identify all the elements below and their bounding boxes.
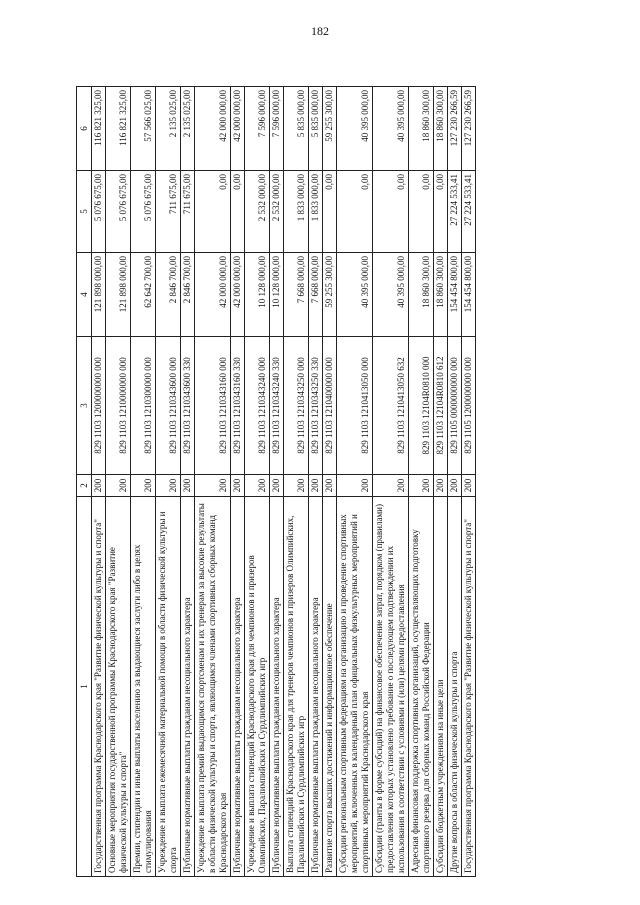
table-row — [195, 87, 231, 877]
header-cell: 4 — [77, 253, 92, 337]
row-code-cell: 200 — [231, 475, 245, 497]
row-remainder-amount-cell: 42 000 000,00 — [195, 87, 231, 171]
row-name-cell: Субсидии (гранты в форме субсидий) на финансовое обеспечение затрат, порядком (правилами) предоставления которых установлено требование о последующем подтверждении их использования в соответствии с условиями и (или) целями предоставления — [373, 497, 409, 877]
table-row — [284, 87, 309, 877]
row-executed-amount-cell: 0,00 — [337, 171, 373, 253]
row-plan-amount-cell: 2 846 700,00 — [181, 253, 195, 337]
row-remainder-amount-cell: 7 596 000,00 — [270, 87, 284, 171]
table-row — [323, 87, 337, 877]
row-name-cell: Публичные нормативные выплаты гражданам несоциального характера — [231, 497, 245, 877]
row-classifier-cell: 829 1103 1210343250 000 — [284, 337, 309, 475]
row-remainder-amount-cell: 7 596 000,00 — [245, 87, 270, 171]
row-classifier-cell: 829 1105 1200000000 000 — [462, 337, 476, 475]
row-remainder-amount-cell: 2 135 025,00 — [181, 87, 195, 171]
row-code-cell: 200 — [309, 475, 323, 497]
row-remainder-amount-cell: 59 255 300,00 — [323, 87, 337, 171]
row-classifier-cell: 829 1105 0000000000 000 — [448, 337, 462, 475]
row-name-cell: Государственная программа Краснодарского края "Развитие физической культуры и спорта" — [92, 497, 106, 877]
row-name-cell: Учреждение и выплата стипендий Краснодарского края для чемпионов и призеров Олимпийских, Паралимпийских и Сурдлимпийских игр — [245, 497, 270, 877]
row-remainder-amount-cell: 127 230 266,59 — [448, 87, 462, 171]
table-row — [245, 87, 270, 877]
row-remainder-amount-cell: 18 860 300,00 — [434, 87, 448, 171]
row-executed-amount-cell: 2 532 000,00 — [245, 171, 270, 253]
row-name-cell: Учреждение и выплата премий выдающимся спортсменам и их тренерам за высокие результаты в области физической культуры и спорта, являющимся членами спортивных сборных команд Краснодарского края — [195, 497, 231, 877]
row-remainder-amount-cell: 116 821 325,00 — [92, 87, 106, 171]
row-name-cell: Государственная программа Краснодарского края "Развитие физической культуры и спорта" — [462, 497, 476, 877]
row-name-cell: Выплата стипендий Краснодарского края для тренеров чемпионов и призеров Олимпийских, Паралимпийских и Сурдлимпийских игр — [284, 497, 309, 877]
row-plan-amount-cell: 42 000 000,00 — [195, 253, 231, 337]
row-executed-amount-cell: 0,00 — [323, 171, 337, 253]
row-executed-amount-cell: 711 675,00 — [156, 171, 181, 253]
row-plan-amount-cell: 154 454 800,00 — [462, 253, 476, 337]
row-name-cell: Учреждение и выплата ежемесячной материальной помощи в области физической культуры и спорта — [156, 497, 181, 877]
table-row — [337, 87, 373, 877]
row-name-cell: Публичные нормативные выплаты гражданам несоциального характера — [270, 497, 284, 877]
row-name-cell: Субсидии бюджетным учреждениям на иные цели — [434, 497, 448, 877]
table-row — [462, 87, 476, 877]
table-row — [434, 87, 448, 877]
row-executed-amount-cell: 27 224 533,41 — [448, 171, 462, 253]
row-classifier-cell: 829 1103 1210413050 000 — [337, 337, 373, 475]
table-row — [106, 87, 131, 877]
row-plan-amount-cell: 2 846 700,00 — [156, 253, 181, 337]
row-plan-amount-cell: 10 128 000,00 — [270, 253, 284, 337]
row-executed-amount-cell: 5 076 675,00 — [106, 171, 131, 253]
row-code-cell: 200 — [409, 475, 434, 497]
row-plan-amount-cell: 18 860 300,00 — [434, 253, 448, 337]
header-cell: 5 — [77, 171, 92, 253]
table-row — [181, 87, 195, 877]
row-remainder-amount-cell: 5 835 000,00 — [284, 87, 309, 171]
row-name-cell: Адресная финансовая поддержка спортивных организаций, осуществляющих подготовку спортивного резерва для сборных команд Российской Федерации — [409, 497, 434, 877]
table-row — [156, 87, 181, 877]
row-executed-amount-cell: 1 833 000,00 — [284, 171, 309, 253]
row-classifier-cell: 829 1103 1210343250 330 — [309, 337, 323, 475]
row-executed-amount-cell: 2 532 000,00 — [270, 171, 284, 253]
table-row — [92, 87, 106, 877]
row-classifier-cell: 829 1103 1210300000 000 — [131, 337, 156, 475]
row-classifier-cell: 829 1103 1210343240 330 — [270, 337, 284, 475]
table-row — [270, 87, 284, 877]
row-name-cell: Основные мероприятия государственной программы Краснодарского края "Развитие физической культуры и спорта" — [106, 497, 131, 877]
row-code-cell: 200 — [131, 475, 156, 497]
row-classifier-cell: 829 1103 1200000000 000 — [92, 337, 106, 475]
row-remainder-amount-cell: 42 000 000,00 — [231, 87, 245, 171]
row-plan-amount-cell: 154 454 800,00 — [448, 253, 462, 337]
row-code-cell: 200 — [434, 475, 448, 497]
row-executed-amount-cell: 0,00 — [231, 171, 245, 253]
row-remainder-amount-cell: 40 395 000,00 — [373, 87, 409, 171]
table-row — [309, 87, 323, 877]
header-cell: 3 — [77, 337, 92, 475]
row-plan-amount-cell: 121 898 000,00 — [92, 253, 106, 337]
row-executed-amount-cell: 27 224 533,41 — [462, 171, 476, 253]
row-plan-amount-cell: 7 668 000,00 — [309, 253, 323, 337]
row-code-cell: 200 — [92, 475, 106, 497]
header-cell: 1 — [77, 497, 92, 877]
row-remainder-amount-cell: 5 835 000,00 — [309, 87, 323, 171]
row-classifier-cell: 829 1103 1210343160 000 — [195, 337, 231, 475]
rotated-table-container — [76, 87, 596, 877]
budget-table — [76, 86, 476, 877]
row-code-cell: 200 — [448, 475, 462, 497]
row-code-cell: 200 — [373, 475, 409, 497]
row-remainder-amount-cell: 127 230 266,59 — [462, 87, 476, 171]
row-executed-amount-cell: 1 833 000,00 — [309, 171, 323, 253]
page-number: 182 — [311, 24, 329, 38]
row-code-cell: 200 — [270, 475, 284, 497]
row-plan-amount-cell: 18 860 300,00 — [409, 253, 434, 337]
row-plan-amount-cell: 7 668 000,00 — [284, 253, 309, 337]
row-executed-amount-cell: 0,00 — [195, 171, 231, 253]
row-name-cell: Публичные нормативные выплаты гражданам несоциального характера — [181, 497, 195, 877]
row-plan-amount-cell: 10 128 000,00 — [245, 253, 270, 337]
table-row — [373, 87, 409, 877]
table-row — [409, 87, 434, 877]
row-code-cell: 200 — [462, 475, 476, 497]
row-classifier-cell: 829 1103 1210413050 632 — [373, 337, 409, 475]
row-classifier-cell: 829 1103 1210400000 000 — [323, 337, 337, 475]
table-row — [131, 87, 156, 877]
table-row — [231, 87, 245, 877]
row-remainder-amount-cell: 40 395 000,00 — [337, 87, 373, 171]
row-executed-amount-cell: 711 675,00 — [181, 171, 195, 253]
row-classifier-cell: 829 1103 1210000000 000 — [106, 337, 131, 475]
row-name-cell: Развитие спорта высших достижений и информационное обеспечение — [323, 497, 337, 877]
row-code-cell: 200 — [156, 475, 181, 497]
row-plan-amount-cell: 42 000 000,00 — [231, 253, 245, 337]
header-cell: 6 — [77, 87, 92, 171]
row-executed-amount-cell: 5 076 675,00 — [131, 171, 156, 253]
row-plan-amount-cell: 62 642 700,00 — [131, 253, 156, 337]
table-header-row — [77, 87, 92, 877]
row-classifier-cell: 829 1103 12104R0810 000 — [409, 337, 434, 475]
row-name-cell: Премии, стипендии и иные выплаты населению за выдающиеся заслуги либо в целях стимулирования — [131, 497, 156, 877]
row-code-cell: 200 — [323, 475, 337, 497]
row-remainder-amount-cell: 2 135 025,00 — [156, 87, 181, 171]
table-row — [448, 87, 462, 877]
row-classifier-cell: 829 1103 1210343160 330 — [231, 337, 245, 475]
row-name-cell: Публичные нормативные выплаты гражданам несоциального характера — [309, 497, 323, 877]
row-plan-amount-cell: 121 898 000,00 — [106, 253, 131, 337]
row-classifier-cell: 829 1103 1210343600 000 — [156, 337, 181, 475]
row-code-cell: 200 — [195, 475, 231, 497]
row-classifier-cell: 829 1103 12104R0810 612 — [434, 337, 448, 475]
row-classifier-cell: 829 1103 1210343240 000 — [245, 337, 270, 475]
row-executed-amount-cell: 0,00 — [373, 171, 409, 253]
header-cell: 2 — [77, 475, 92, 497]
row-plan-amount-cell: 59 255 300,00 — [323, 253, 337, 337]
row-classifier-cell: 829 1103 1210343600 330 — [181, 337, 195, 475]
row-name-cell: Другие вопросы в области физической культуры и спорта — [448, 497, 462, 877]
row-remainder-amount-cell: 57 566 025,00 — [131, 87, 156, 171]
row-executed-amount-cell: 0,00 — [409, 171, 434, 253]
row-remainder-amount-cell: 18 860 300,00 — [409, 87, 434, 171]
row-remainder-amount-cell: 116 821 325,00 — [106, 87, 131, 171]
row-code-cell: 200 — [337, 475, 373, 497]
row-plan-amount-cell: 40 395 000,00 — [337, 253, 373, 337]
row-executed-amount-cell: 0,00 — [434, 171, 448, 253]
row-code-cell: 200 — [284, 475, 309, 497]
row-code-cell: 200 — [181, 475, 195, 497]
row-plan-amount-cell: 40 395 000,00 — [373, 253, 409, 337]
table-body — [77, 87, 476, 877]
row-name-cell: Субсидии региональным спортивным федерациям на организацию и проведение спортивных мероприятий, включенных в календарный план официальных физкультурных мероприятий и спортивных мероприятий Краснодарского края — [337, 497, 373, 877]
row-code-cell: 200 — [245, 475, 270, 497]
row-executed-amount-cell: 5 076 675,00 — [92, 171, 106, 253]
row-code-cell: 200 — [106, 475, 131, 497]
